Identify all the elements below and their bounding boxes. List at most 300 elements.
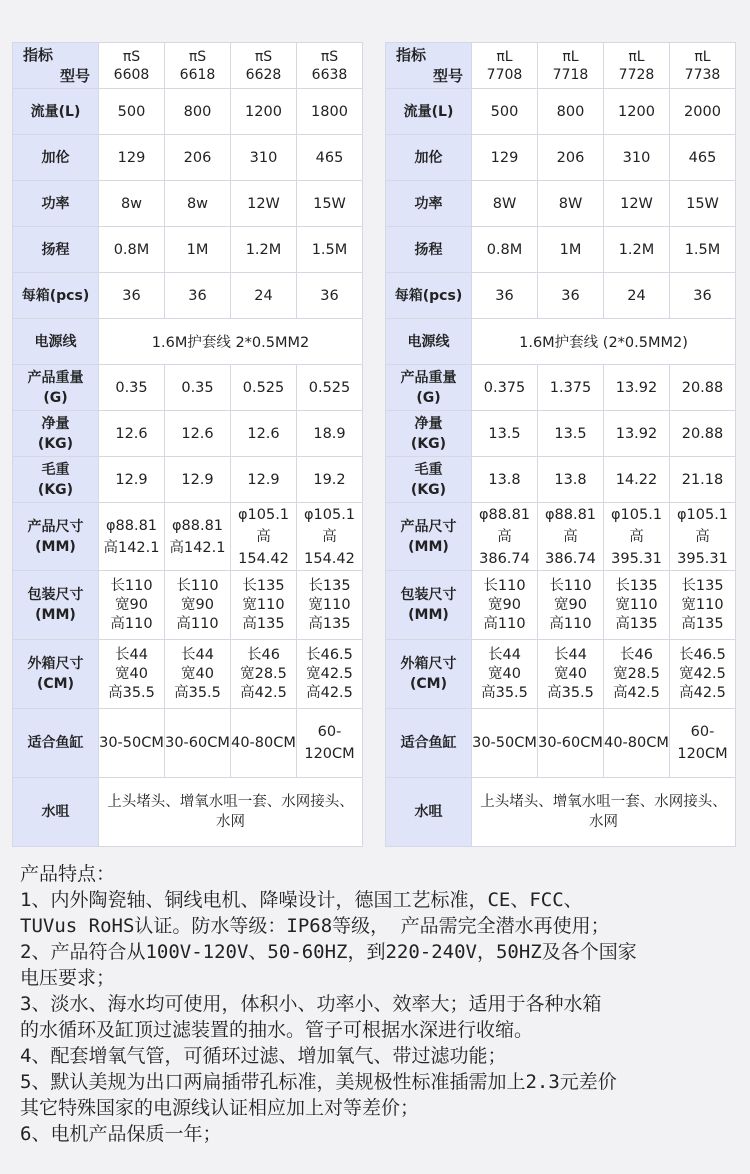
- value-cell: [472, 571, 538, 640]
- value-cell: [670, 709, 736, 778]
- feature-line: 4、配套增氧气管，可循环过滤、增加氧气、带过滤功能；: [20, 1045, 507, 1067]
- value-cell: [165, 503, 231, 571]
- value-line: 高35.5: [174, 684, 221, 701]
- value-line: 宽110: [615, 596, 658, 613]
- value-line: 高386.74: [479, 528, 530, 567]
- row-label: [13, 411, 99, 457]
- value-cell: [165, 571, 231, 640]
- feature-line: TUVus RoHS认证。防水等级：IP68等级， 产品需完全潜水再使用；: [20, 915, 610, 937]
- row-net-weight: [13, 411, 363, 457]
- model-number: 6628: [245, 66, 282, 83]
- row-label: [13, 571, 99, 640]
- value-cell: 1200: [604, 89, 670, 135]
- row-label: [13, 457, 99, 503]
- row-label-line: (CM): [409, 676, 447, 692]
- row-power: [386, 181, 736, 227]
- row-gross-weight: [386, 457, 736, 503]
- row-label-line: (MM): [408, 538, 449, 555]
- value-cell: 0.8M: [472, 227, 538, 273]
- value-line: 长110: [176, 577, 219, 594]
- model-series: πS: [254, 48, 273, 65]
- value-cell: 129: [99, 135, 165, 181]
- value-cell: 36: [297, 273, 363, 319]
- nozzle-line: 水网: [589, 814, 618, 830]
- value-cell: [670, 640, 736, 709]
- value-line: 120CM: [677, 746, 728, 762]
- value-cell: 1.375: [538, 365, 604, 411]
- value-line: 30-50CM: [99, 735, 164, 751]
- value-cell: 1.2M: [231, 227, 297, 273]
- row-label-line: (CM): [36, 676, 74, 692]
- value-line: 高154.42: [304, 528, 355, 567]
- corner-header-cell: [386, 43, 472, 89]
- row-label: [386, 571, 472, 640]
- row-label-line: (KG): [410, 435, 447, 452]
- row-head: [386, 227, 736, 273]
- value-line: φ88.81: [544, 506, 597, 523]
- value-line: 高42.5: [240, 684, 287, 701]
- row-label: 电源线: [13, 319, 99, 365]
- value-line: φ88.81: [478, 506, 531, 523]
- value-cell: [604, 640, 670, 709]
- value-line: 长46.5: [679, 646, 726, 663]
- value-cell: 465: [297, 135, 363, 181]
- value-cell: 0.525: [231, 365, 297, 411]
- row-tank: [13, 709, 363, 778]
- value-cell: 310: [231, 135, 297, 181]
- value-cell: [99, 503, 165, 571]
- value-cell: 21.18: [670, 457, 736, 503]
- row-label: 流量(L): [13, 89, 99, 135]
- value-cell: 800: [165, 89, 231, 135]
- value-line: 宽28.5: [613, 665, 660, 682]
- value-line: 高42.5: [306, 684, 353, 701]
- row-label-line: (MM): [35, 607, 76, 623]
- model-header-cell: [231, 43, 297, 89]
- value-line: 高135: [615, 615, 658, 632]
- value-line: φ105.1: [610, 506, 663, 523]
- nozzle-line: 水网: [216, 814, 245, 830]
- model-number: 7708: [486, 66, 523, 83]
- features-list: [20, 887, 748, 1147]
- row-label: [13, 365, 99, 411]
- value-cell: [231, 503, 297, 571]
- model-number: 7738: [684, 66, 721, 83]
- nozzle-value-cell: [472, 778, 736, 847]
- value-line: 高42.5: [613, 684, 660, 701]
- features-title: 产品特点：: [20, 863, 116, 885]
- model-series: πL: [628, 48, 645, 65]
- value-line: 30-50CM: [472, 735, 537, 751]
- value-cell: 18.9: [297, 411, 363, 457]
- value-cell: [99, 640, 165, 709]
- nozzle-line: 上头堵头、增氧水咀一套、水网接头、: [480, 794, 727, 810]
- value-cell: [231, 640, 297, 709]
- feature-line: 3、淡水、海水均可使用，体积小、功率小、效率大；适用于各种水箱: [20, 993, 602, 1015]
- value-cell: [472, 709, 538, 778]
- value-line: 宽90: [554, 596, 587, 613]
- row-label-line: (G): [43, 389, 68, 406]
- value-cell: 1.5M: [670, 227, 736, 273]
- value-line: 高386.74: [545, 528, 596, 567]
- value-cell: [538, 709, 604, 778]
- value-line: 60-: [690, 724, 715, 740]
- row-label: 适合鱼缸: [386, 709, 472, 778]
- value-line: 长110: [549, 577, 592, 594]
- value-cell: 15W: [297, 181, 363, 227]
- row-carton-size: [13, 640, 363, 709]
- value-cell: [670, 571, 736, 640]
- value-cell: 36: [99, 273, 165, 319]
- feature-line: 电压要求；: [20, 967, 116, 989]
- row-gross-weight: [13, 457, 363, 503]
- row-label-line: (KG): [37, 435, 74, 452]
- value-line: 高135: [308, 615, 351, 632]
- row-label-line: (MM): [35, 538, 76, 555]
- row-label: 水咀: [13, 778, 99, 847]
- row-flow: [386, 89, 736, 135]
- row-cable: [386, 319, 736, 365]
- value-cell: 500: [472, 89, 538, 135]
- model-number: 7728: [618, 66, 655, 83]
- row-label: [386, 365, 472, 411]
- row-label: 扬程: [13, 227, 99, 273]
- value-cell: 1.2M: [604, 227, 670, 273]
- value-cell: 1800: [297, 89, 363, 135]
- value-cell: 1200: [231, 89, 297, 135]
- row-label: 扬程: [386, 227, 472, 273]
- row-tank: [386, 709, 736, 778]
- product-features: [20, 861, 748, 1147]
- value-line: 长135: [681, 577, 724, 594]
- value-cell: 1.5M: [297, 227, 363, 273]
- value-cell: 12.9: [99, 457, 165, 503]
- row-label: [386, 640, 472, 709]
- model-series: πS: [320, 48, 339, 65]
- row-package-size: [13, 571, 363, 640]
- value-cell: 12W: [231, 181, 297, 227]
- value-cell: 12.9: [165, 457, 231, 503]
- row-label-line: (G): [416, 389, 441, 406]
- row-net-weight: [386, 411, 736, 457]
- value-cell: 20.88: [670, 411, 736, 457]
- row-label: 功率: [13, 181, 99, 227]
- model-header-cell: [165, 43, 231, 89]
- cable-value-cell: 1.6M护套线 (2*0.5MM2): [472, 319, 736, 365]
- row-nozzle: [386, 778, 736, 847]
- model-series: πS: [188, 48, 207, 65]
- value-cell: 12.6: [99, 411, 165, 457]
- row-product-size: [13, 503, 363, 571]
- value-cell: 206: [538, 135, 604, 181]
- row-product-weight: [386, 365, 736, 411]
- value-line: 长44: [181, 646, 214, 663]
- value-cell: 14.22: [604, 457, 670, 503]
- value-cell: 8w: [99, 181, 165, 227]
- row-cable: [13, 319, 363, 365]
- value-line: 宽40: [554, 665, 587, 682]
- value-line: 长135: [242, 577, 285, 594]
- value-line: φ105.1: [237, 506, 290, 523]
- value-line: 高35.5: [547, 684, 594, 701]
- value-line: 高142.1: [103, 539, 160, 556]
- row-label: 每箱(pcs): [386, 273, 472, 319]
- row-label-line: 产品重量: [400, 369, 457, 386]
- value-cell: 129: [472, 135, 538, 181]
- value-line: 40-80CM: [231, 735, 296, 751]
- value-line: 高154.42: [238, 528, 289, 567]
- spec-table-s: [12, 42, 363, 847]
- value-cell: [538, 640, 604, 709]
- value-line: φ88.81: [105, 517, 158, 534]
- row-label-line: (KG): [410, 481, 447, 498]
- row-label: [386, 503, 472, 571]
- value-cell: 0.525: [297, 365, 363, 411]
- row-package-size: [386, 571, 736, 640]
- indicator-label: 指标: [396, 46, 427, 64]
- row-label-line: 毛重: [414, 461, 443, 478]
- row-label-line: 产品尺寸: [400, 518, 457, 535]
- value-cell: 1M: [165, 227, 231, 273]
- model-number: 6618: [179, 66, 216, 83]
- value-cell: 36: [165, 273, 231, 319]
- row-label: 每箱(pcs): [13, 273, 99, 319]
- value-cell: 8w: [165, 181, 231, 227]
- value-line: 长46: [620, 646, 653, 663]
- indicator-label: 指标: [23, 46, 54, 64]
- value-line: 长135: [308, 577, 351, 594]
- value-cell: [472, 640, 538, 709]
- row-carton-size: [386, 640, 736, 709]
- value-cell: [99, 571, 165, 640]
- model-label: 型号: [432, 67, 463, 85]
- model-header-cell: [538, 43, 604, 89]
- value-cell: 13.8: [472, 457, 538, 503]
- feature-line: 6、电机产品保质一年；: [20, 1123, 222, 1145]
- value-cell: 13.5: [538, 411, 604, 457]
- model-label: 型号: [59, 67, 90, 85]
- value-line: 高135: [681, 615, 724, 632]
- model-series: πL: [496, 48, 513, 65]
- value-cell: [231, 571, 297, 640]
- model-number: 6638: [311, 66, 348, 83]
- value-line: 高110: [176, 615, 219, 632]
- value-line: 长46.5: [306, 646, 353, 663]
- header-row: [386, 43, 736, 89]
- row-head: [13, 227, 363, 273]
- value-line: 30-60CM: [538, 735, 603, 751]
- model-number: 6608: [113, 66, 150, 83]
- row-label-line: 净量: [41, 415, 70, 432]
- value-cell: [231, 709, 297, 778]
- value-cell: 13.92: [604, 411, 670, 457]
- value-cell: 8W: [538, 181, 604, 227]
- corner-header-cell: [13, 43, 99, 89]
- feature-line: 1、内外陶瓷轴、铜线电机、降噪设计，德国工艺标准，CE、FCC、: [20, 889, 583, 911]
- value-cell: 8W: [472, 181, 538, 227]
- value-cell: 13.92: [604, 365, 670, 411]
- row-per-box: [386, 273, 736, 319]
- value-line: 宽40: [181, 665, 214, 682]
- feature-line: 其它特殊国家的电源线认证相应加上对等差价；: [20, 1097, 420, 1119]
- row-label-line: 毛重: [41, 461, 70, 478]
- nozzle-value-cell: [99, 778, 363, 847]
- value-cell: [99, 709, 165, 778]
- value-line: 长44: [488, 646, 521, 663]
- value-cell: [604, 571, 670, 640]
- model-header-cell: [297, 43, 363, 89]
- value-cell: 13.5: [472, 411, 538, 457]
- value-cell: 0.375: [472, 365, 538, 411]
- row-label: [13, 640, 99, 709]
- value-cell: [604, 709, 670, 778]
- value-line: 长44: [554, 646, 587, 663]
- value-cell: 500: [99, 89, 165, 135]
- value-cell: 19.2: [297, 457, 363, 503]
- model-header-cell: [604, 43, 670, 89]
- row-label: 加伦: [13, 135, 99, 181]
- nozzle-line: 上头堵头、增氧水咀一套、水网接头、: [107, 794, 354, 810]
- value-line: 长135: [615, 577, 658, 594]
- value-cell: 206: [165, 135, 231, 181]
- value-line: 高110: [483, 615, 526, 632]
- value-cell: 36: [472, 273, 538, 319]
- row-label-line: 外箱尺寸: [400, 656, 457, 672]
- value-cell: 12.6: [165, 411, 231, 457]
- row-label: [13, 503, 99, 571]
- value-line: 120CM: [304, 746, 355, 762]
- value-line: 30-60CM: [165, 735, 230, 751]
- cable-value-cell: 1.6M护套线 2*0.5MM2: [99, 319, 363, 365]
- row-label-line: 包装尺寸: [400, 587, 457, 603]
- row-label: 加伦: [386, 135, 472, 181]
- value-line: 宽42.5: [306, 665, 353, 682]
- spec-table-l: [385, 42, 736, 847]
- header-row: [13, 43, 363, 89]
- value-line: 长44: [115, 646, 148, 663]
- value-cell: 15W: [670, 181, 736, 227]
- row-per-box: [13, 273, 363, 319]
- row-label-line: (MM): [408, 607, 449, 623]
- value-cell: 1M: [538, 227, 604, 273]
- value-line: 高395.31: [611, 528, 662, 567]
- value-cell: 13.8: [538, 457, 604, 503]
- value-line: 高35.5: [481, 684, 528, 701]
- value-cell: 0.8M: [99, 227, 165, 273]
- value-line: 宽110: [242, 596, 285, 613]
- value-cell: 800: [538, 89, 604, 135]
- row-label: 流量(L): [386, 89, 472, 135]
- value-line: 宽110: [681, 596, 724, 613]
- row-power: [13, 181, 363, 227]
- value-line: 高110: [549, 615, 592, 632]
- row-label: [386, 411, 472, 457]
- value-cell: 24: [231, 273, 297, 319]
- value-cell: 36: [538, 273, 604, 319]
- value-cell: [165, 709, 231, 778]
- row-label-line: 产品尺寸: [27, 518, 84, 535]
- row-label: 功率: [386, 181, 472, 227]
- row-label: 电源线: [386, 319, 472, 365]
- value-line: 长110: [110, 577, 153, 594]
- row-gallon: [386, 135, 736, 181]
- model-number: 7718: [552, 66, 589, 83]
- value-cell: [604, 503, 670, 571]
- value-line: φ105.1: [676, 506, 729, 523]
- value-cell: 12.6: [231, 411, 297, 457]
- model-series: πS: [122, 48, 141, 65]
- row-label: [386, 457, 472, 503]
- value-line: 高142.1: [169, 539, 226, 556]
- value-cell: 2000: [670, 89, 736, 135]
- model-series: πL: [694, 48, 711, 65]
- row-label-line: 外箱尺寸: [27, 656, 84, 672]
- value-line: 高395.31: [677, 528, 728, 567]
- value-line: 40-80CM: [604, 735, 669, 751]
- value-line: 高110: [110, 615, 153, 632]
- value-cell: [297, 709, 363, 778]
- value-cell: 310: [604, 135, 670, 181]
- value-cell: [538, 571, 604, 640]
- feature-line: 2、产品符合从100V-120V、50-60HZ，到220-240V，50HZ及各个国家: [20, 941, 637, 963]
- value-line: 高35.5: [108, 684, 155, 701]
- value-cell: [297, 640, 363, 709]
- value-line: 宽40: [488, 665, 521, 682]
- value-cell: [472, 503, 538, 571]
- value-line: 长110: [483, 577, 526, 594]
- value-cell: 24: [604, 273, 670, 319]
- value-line: 60-: [317, 724, 342, 740]
- feature-line: 5、默认美规为出口两扁插带孔标准，美规极性标准插需加上2.3元差价: [20, 1071, 617, 1093]
- value-cell: 0.35: [165, 365, 231, 411]
- value-cell: 465: [670, 135, 736, 181]
- model-header-cell: [99, 43, 165, 89]
- value-line: 宽90: [115, 596, 148, 613]
- value-line: 宽42.5: [679, 665, 726, 682]
- value-cell: [297, 571, 363, 640]
- row-nozzle: [13, 778, 363, 847]
- value-line: 高135: [242, 615, 285, 632]
- value-cell: [165, 640, 231, 709]
- model-series: πL: [562, 48, 579, 65]
- row-flow: [13, 89, 363, 135]
- row-product-size: [386, 503, 736, 571]
- value-cell: 0.35: [99, 365, 165, 411]
- row-product-weight: [13, 365, 363, 411]
- value-line: 长46: [247, 646, 280, 663]
- row-label-line: (KG): [37, 481, 74, 498]
- value-cell: 20.88: [670, 365, 736, 411]
- value-cell: [670, 503, 736, 571]
- value-line: 宽110: [308, 596, 351, 613]
- value-cell: [297, 503, 363, 571]
- value-cell: 36: [670, 273, 736, 319]
- row-label-line: 产品重量: [27, 369, 84, 386]
- row-gallon: [13, 135, 363, 181]
- value-line: 宽40: [115, 665, 148, 682]
- feature-line: 的水循环及缸顶过滤装置的抽水。管子可根据水深进行收缩。: [20, 1019, 534, 1041]
- model-header-cell: [670, 43, 736, 89]
- value-line: 宽28.5: [240, 665, 287, 682]
- value-line: 宽90: [181, 596, 214, 613]
- row-label: 水咀: [386, 778, 472, 847]
- value-line: 高42.5: [679, 684, 726, 701]
- value-line: φ88.81: [171, 517, 224, 534]
- row-label-line: 净量: [414, 415, 443, 432]
- value-cell: 12W: [604, 181, 670, 227]
- value-cell: 12.9: [231, 457, 297, 503]
- row-label-line: 包装尺寸: [27, 587, 84, 603]
